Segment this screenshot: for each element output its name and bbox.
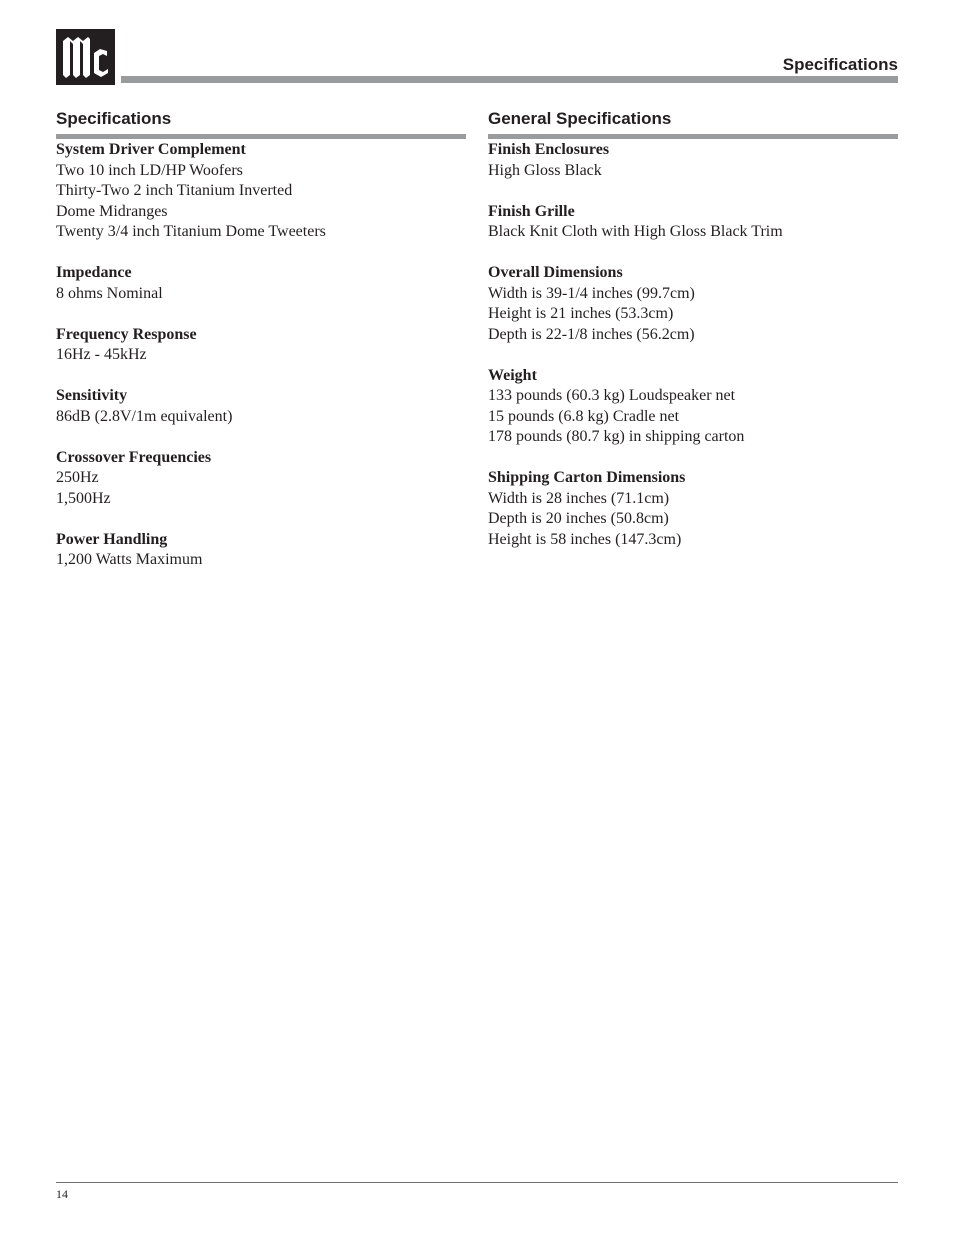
general-specifications-column [488, 108, 898, 571]
spec-value: Width is 28 inches (71.1cm) [488, 489, 670, 507]
spec-value: Twenty 3/4 inch Titanium Dome Tweeters [56, 223, 326, 240]
spec-group [56, 140, 466, 243]
page-number: 14 [56, 1187, 68, 1201]
specifications-column [56, 108, 466, 591]
spec-label: Weight [488, 366, 537, 384]
spec-label: System Driver Complement [56, 141, 246, 158]
spec-value: Height is 21 inches (53.3cm) [488, 305, 674, 322]
mcintosh-logo [56, 29, 115, 85]
spec-label: Power Handling [56, 530, 168, 548]
spec-group [488, 263, 898, 345]
spec-value: 178 pounds (80.7 kg) in shipping carton [488, 428, 745, 445]
spec-group [488, 202, 898, 243]
spec-value: High Gloss Black [488, 161, 602, 179]
spec-list [488, 140, 898, 550]
spec-value: Two 10 inch LD/HP Woofers [56, 161, 243, 179]
spec-value: 8 ohms Nominal [56, 284, 163, 302]
general-specifications-heading: General Specifications [488, 109, 672, 128]
spec-value: Dome Midranges [56, 202, 168, 220]
page-header-title: Specifications [782, 55, 898, 74]
spec-value: 15 pounds (6.8 kg) Cradle net [488, 407, 680, 425]
specifications-heading: Specifications [56, 109, 172, 128]
spec-label: Crossover Frequencies [56, 448, 212, 466]
spec-group [56, 530, 466, 571]
spec-group [56, 386, 466, 427]
spec-label: Sensitivity [56, 387, 128, 404]
spec-list [56, 140, 466, 571]
spec-value: Width is 39-1/4 inches (99.7cm) [488, 284, 695, 302]
spec-value: Height is 58 inches (147.3cm) [488, 530, 682, 548]
spec-value: 1,500Hz [56, 489, 111, 507]
spec-value: Depth is 20 inches (50.8cm) [488, 510, 669, 527]
spec-value: 250Hz [56, 469, 99, 486]
spec-group [56, 448, 466, 510]
mc-logo-icon [56, 29, 115, 85]
spec-group [56, 325, 466, 366]
spec-label: Overall Dimensions [488, 264, 623, 281]
section-rule [488, 134, 898, 139]
spec-group [56, 263, 466, 304]
spec-value: 133 pounds (60.3 kg) Loudspeaker net [488, 387, 736, 404]
spec-value: Black Knit Cloth with High Gloss Black Trim [488, 223, 783, 240]
spec-label: Impedance [56, 264, 132, 281]
section-rule [56, 134, 466, 139]
spec-group [488, 468, 898, 550]
spec-group [488, 366, 898, 448]
footer-rule [56, 1182, 898, 1183]
spec-value: Thirty-Two 2 inch Titanium Inverted [56, 182, 293, 199]
spec-value: Depth is 22-1/8 inches (56.2cm) [488, 325, 695, 343]
spec-value: 16Hz - 45kHz [56, 346, 147, 363]
spec-label: Frequency Response [56, 325, 197, 343]
header-rule [121, 76, 898, 83]
spec-value: 86dB (2.8V/1m equivalent) [56, 407, 233, 425]
spec-group [488, 140, 898, 181]
spec-label: Finish Enclosures [488, 141, 610, 158]
spec-label: Shipping Carton Dimensions [488, 469, 686, 486]
spec-value: 1,200 Watts Maximum [56, 551, 203, 568]
spec-label: Finish Grille [488, 202, 575, 220]
